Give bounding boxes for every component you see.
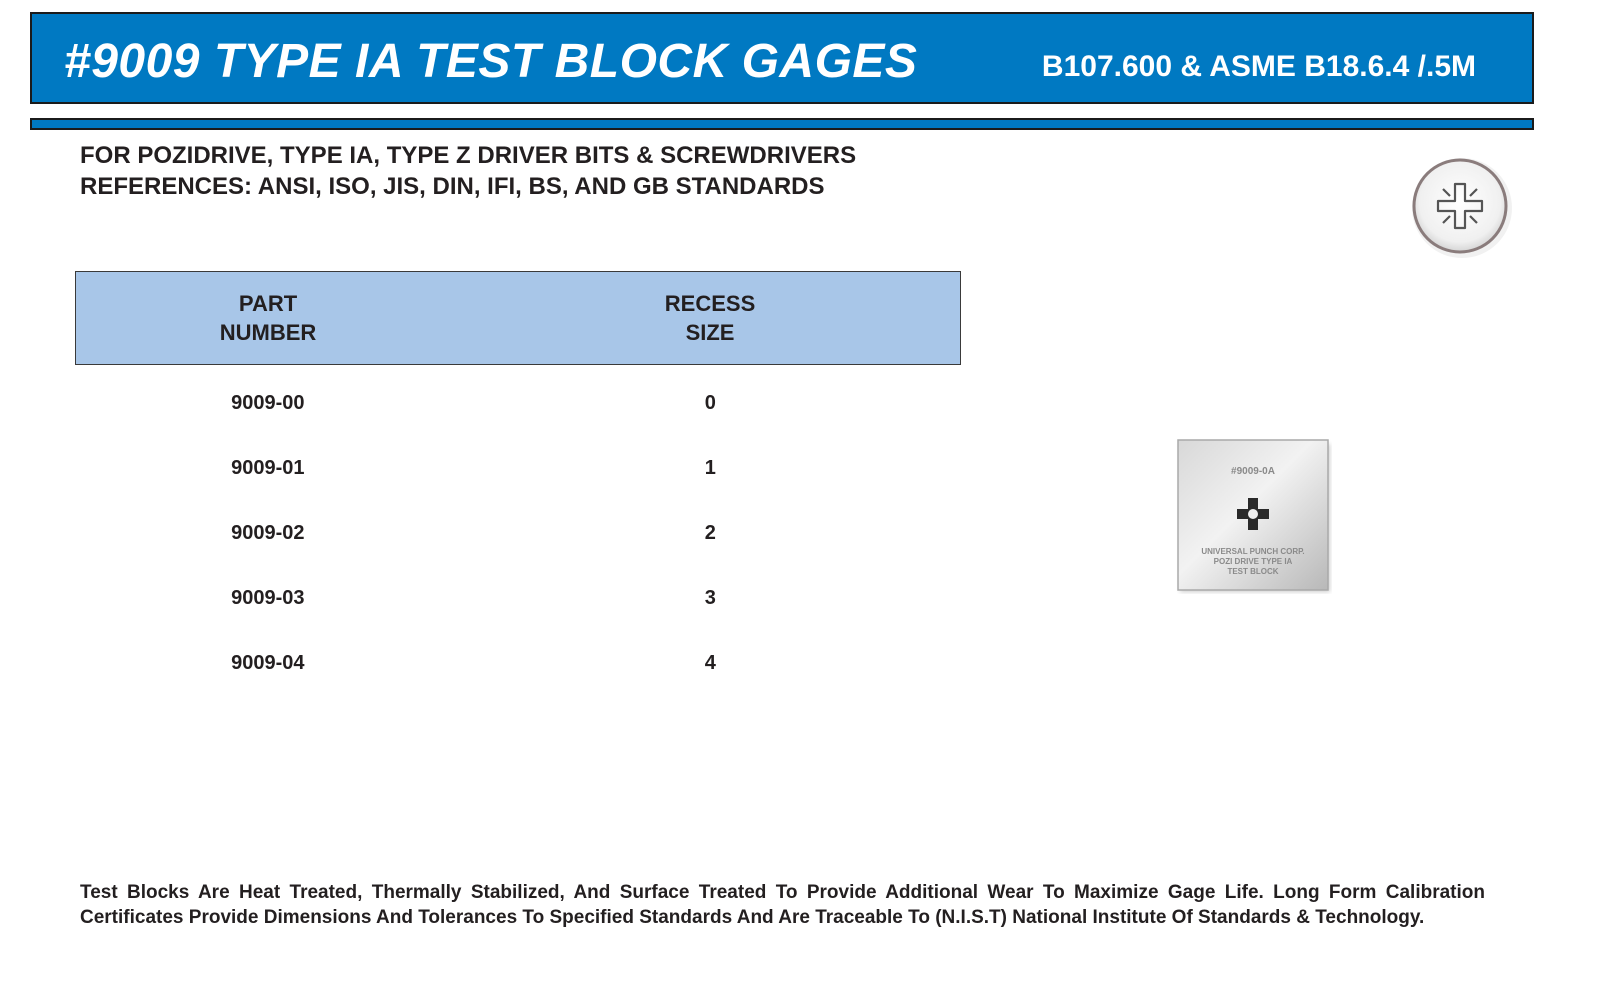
footer-note: Test Blocks Are Heat Treated, Thermally Stabilized, And Surface Treated To Provide Additional Wear To Maximize Gage Life. Long Form Calibration Certificates Provide Dimensions And Tolerances To Specified Standards And Are Traceable To (N.I.S.T) National Institute Of Standards & Technology. bbox=[80, 882, 1485, 928]
standard-reference: B107.600 & ASME B18.6.4 /.5M bbox=[1041, 50, 1476, 83]
header-part-number bbox=[76, 272, 461, 365]
recess-size-cell: 3 bbox=[704, 587, 716, 609]
recess-size-cell: 4 bbox=[704, 652, 716, 674]
header-recess-size-line2: SIZE bbox=[685, 320, 735, 345]
block-caption-1: UNIVERSAL PUNCH CORP. bbox=[1201, 547, 1305, 556]
part-number-cell: 9009-04 bbox=[231, 652, 305, 674]
recess-size-cell: 1 bbox=[704, 457, 716, 479]
header-recess-size bbox=[460, 272, 960, 365]
recess-size-cell: 2 bbox=[704, 522, 716, 544]
part-number-cell: 9009-03 bbox=[231, 587, 305, 609]
part-number-cell: 9009-02 bbox=[231, 522, 305, 544]
table-row bbox=[76, 436, 961, 501]
table-row bbox=[76, 566, 961, 631]
header-part-number-line1: PART bbox=[238, 291, 298, 316]
part-number-cell: 9009-00 bbox=[231, 392, 305, 414]
intro-text bbox=[80, 140, 856, 202]
table-row bbox=[76, 631, 961, 696]
intro-line-1: FOR POZIDRIVE, TYPE IA, TYPE Z DRIVER BITS & SCREWDRIVERS bbox=[80, 142, 857, 169]
parts-table-container bbox=[75, 271, 961, 696]
table-row bbox=[76, 365, 961, 437]
pozidrive-recess-icon bbox=[1406, 154, 1518, 262]
table-header-row bbox=[76, 272, 961, 365]
page-title: #9009 TYPE IA TEST BLOCK GAGES bbox=[64, 35, 918, 88]
test-block-photo bbox=[1176, 438, 1332, 594]
divider-rule bbox=[30, 118, 1534, 130]
block-caption-3: TEST BLOCK bbox=[1227, 567, 1279, 576]
recess-size-cell: 0 bbox=[704, 392, 716, 414]
header-recess-size-line1: RECESS bbox=[664, 291, 756, 316]
parts-table bbox=[75, 271, 961, 696]
block-label: #9009-0A bbox=[1231, 466, 1275, 477]
part-number-cell: 9009-01 bbox=[231, 457, 305, 479]
header-part-number-line2: NUMBER bbox=[219, 320, 317, 345]
intro-line-2: REFERENCES: ANSI, ISO, JIS, DIN, IFI, BS, AND GB STANDARDS bbox=[80, 173, 825, 200]
table-row bbox=[76, 501, 961, 566]
title-banner bbox=[30, 12, 1534, 104]
block-caption-2: POZI DRIVE TYPE IA bbox=[1213, 557, 1293, 566]
